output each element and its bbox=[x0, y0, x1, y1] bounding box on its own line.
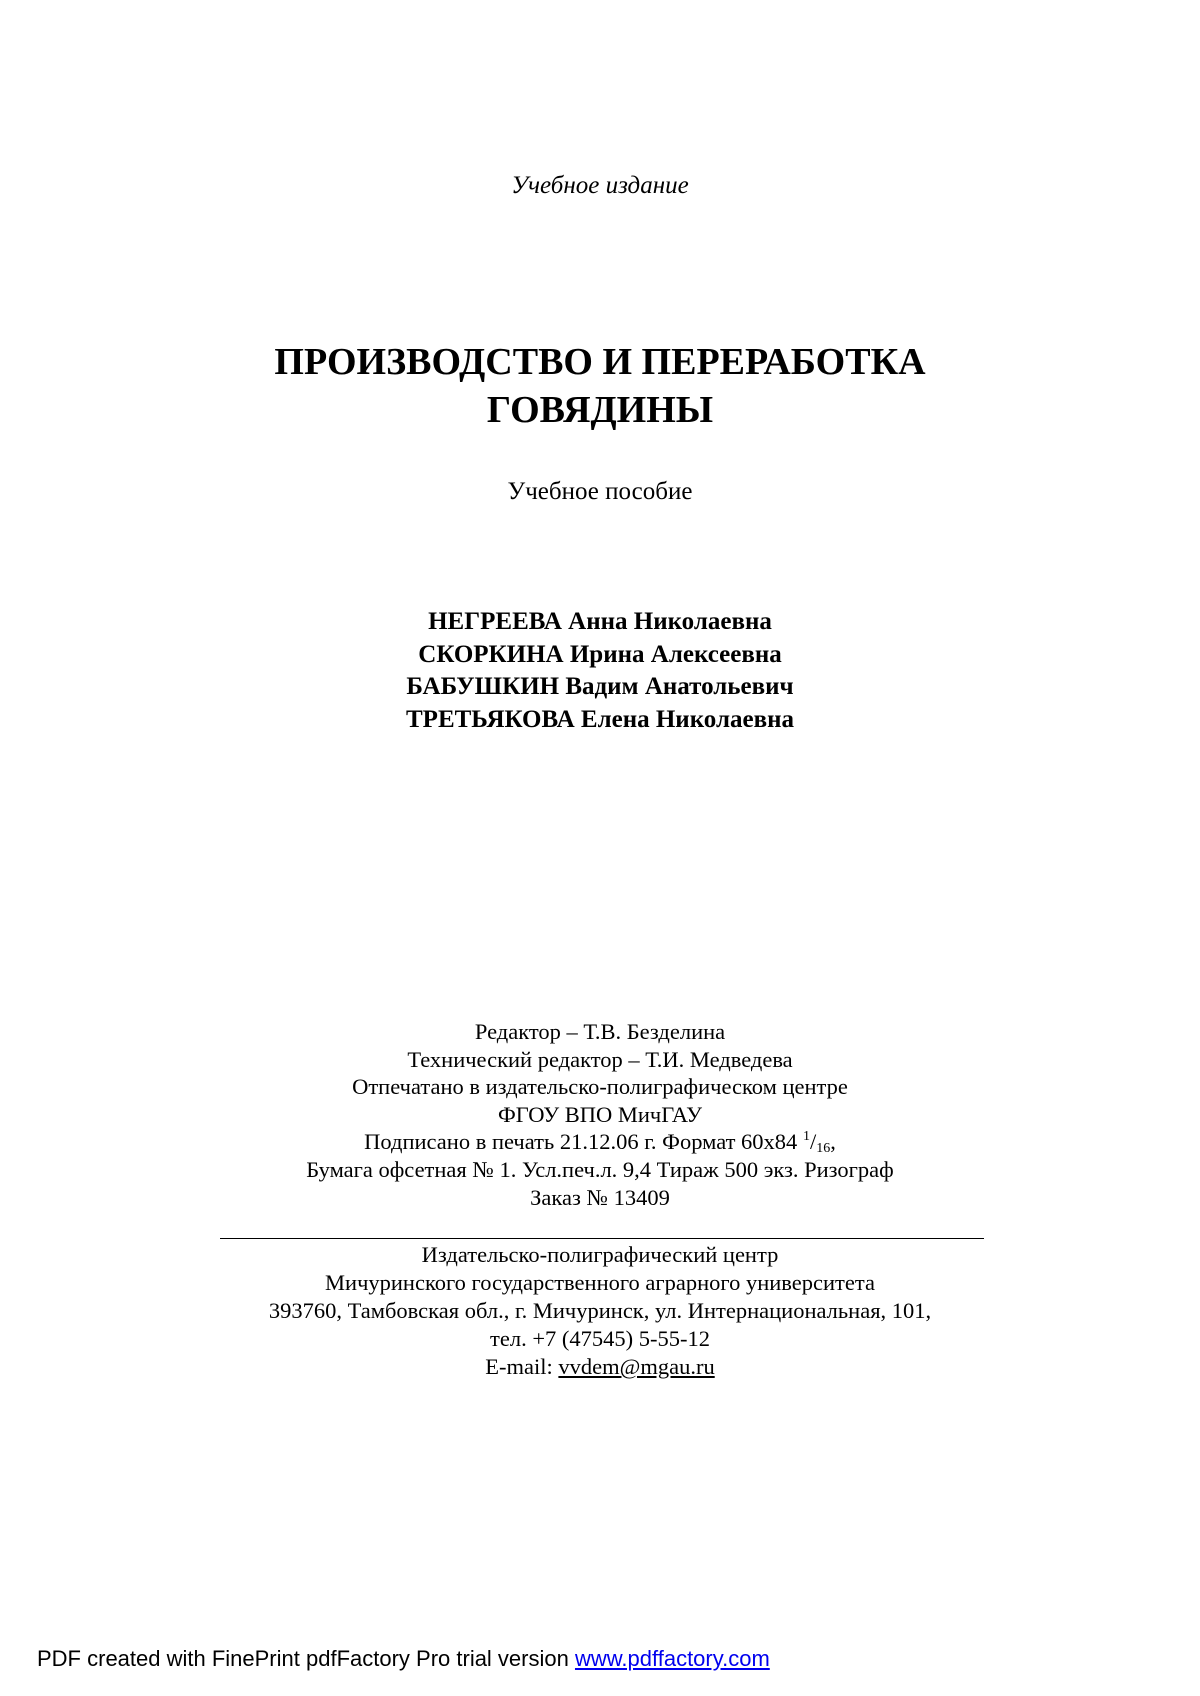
pdf-footer bbox=[37, 1646, 770, 1672]
email-link[interactable]: vvdem@mgau.ru bbox=[558, 1354, 715, 1379]
author-3: БАБУШКИН Вадим Анатольевич bbox=[406, 673, 794, 700]
format-numerator: 1 bbox=[802, 1129, 810, 1145]
title-line-1: ПРОИЗВОДСТВО И ПЕРЕРАБОТКА bbox=[274, 341, 926, 383]
author-4: ТРЕТЬЯКОВА Елена Николаевна bbox=[406, 705, 794, 733]
format-slash: / bbox=[809, 1129, 817, 1155]
format-suffix: , bbox=[830, 1129, 836, 1155]
imprint-block bbox=[0, 1018, 1200, 1211]
publisher-email-line bbox=[0, 1353, 1200, 1381]
authors-list bbox=[0, 606, 1200, 736]
author-1: НЕГРЕЕВА Анна Николаевна bbox=[428, 608, 772, 635]
document-title bbox=[0, 338, 1200, 434]
publisher-name: Издательско-полиграфический центр bbox=[421, 1242, 779, 1267]
document-subtitle: Учебное пособие bbox=[507, 478, 693, 505]
publisher-address: 393760, Тамбовская обл., г. Мичуринск, ул. Интернациональная, 101, bbox=[268, 1298, 932, 1323]
edition-type: Учебное издание bbox=[511, 172, 689, 199]
footer-text: PDF created with FinePrint pdfFactory Pro trial version bbox=[37, 1646, 575, 1671]
tech-editor-line: Технический редактор – Т.И. Медведева bbox=[407, 1046, 793, 1072]
publisher-block bbox=[0, 1241, 1200, 1381]
format-denominator: 16 bbox=[816, 1141, 831, 1157]
paper-line: Бумага офсетная № 1. Усл.печ.л. 9,4 Тираж 500 экз. Ризограф bbox=[306, 1156, 894, 1182]
institution-line: ФГОУ ВПО МичГАУ bbox=[497, 1101, 703, 1127]
signed-format-line bbox=[0, 1128, 1200, 1156]
title-line-2: ГОВЯДИНЫ bbox=[486, 389, 714, 431]
order-line: Заказ № 13409 bbox=[530, 1184, 670, 1210]
publisher-phone: тел. +7 (47545) 5-55-12 bbox=[490, 1326, 710, 1351]
imprint-divider bbox=[220, 1238, 984, 1239]
editor-line: Редактор – Т.В. Безделина bbox=[474, 1019, 726, 1044]
signed-text: Подписано в печать 21.12.06 г. Формат 60х84 bbox=[364, 1129, 803, 1155]
email-label: E-mail: bbox=[485, 1354, 559, 1379]
author-2: СКОРКИНА Ирина Алексеевна bbox=[418, 640, 782, 668]
publisher-university: Мичуринского государственного аграрного университета bbox=[325, 1270, 875, 1295]
printed-at-line: Отпечатано в издательско-полиграфическом центре bbox=[352, 1074, 848, 1100]
footer-link[interactable]: www.pdffactory.com bbox=[574, 1646, 770, 1671]
